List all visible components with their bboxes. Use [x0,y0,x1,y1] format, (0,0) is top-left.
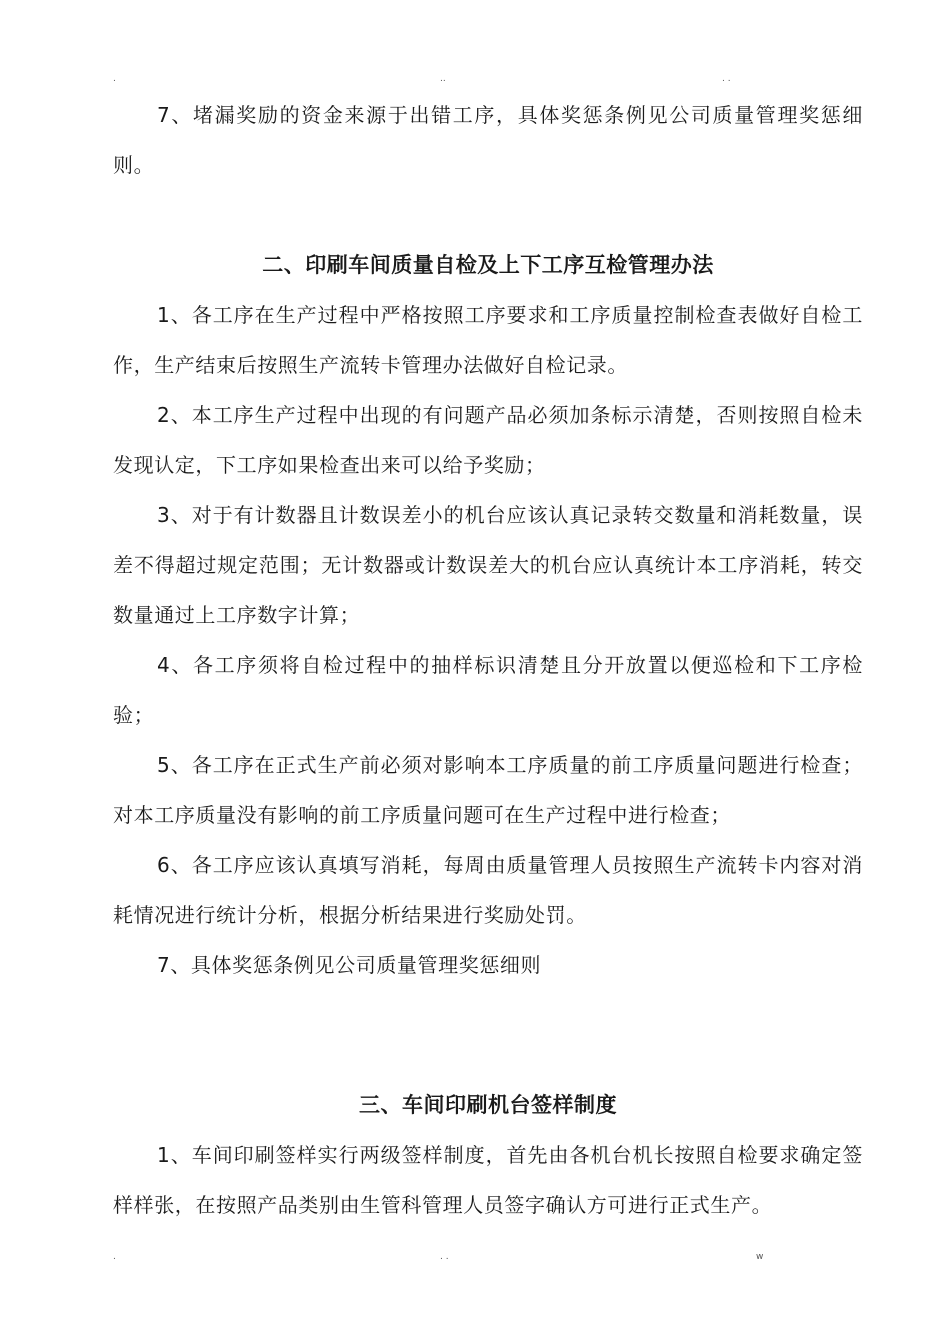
footer-mark-center: . . [440,1252,449,1262]
section-2-title: 二、印刷车间质量自检及上下工序互检管理办法 [262,253,714,277]
paragraph: 6、各工序应该认真填写消耗，每周由质量管理人员按照生产流转卡内容对消耗情况进行统计分析，根据分析结果进行奖励处罚。 [113,853,863,927]
header-mark-right: . . [722,74,731,84]
paragraph: 7、具体奖惩条例见公司质量管理奖惩细则 [157,953,542,977]
paragraph: 7、堵漏奖励的资金来源于出错工序，具体奖惩条例见公司质量管理奖惩细则。 [113,103,863,177]
paragraph: 5、各工序在正式生产前必须对影响本工序质量的前工序质量问题进行检查；对本工序质量没有影响的前工序质量问题可在生产过程中进行检查； [113,753,863,827]
document-body [113,90,863,1230]
header-mark-left: . [113,74,116,84]
paragraph: 1、车间印刷签样实行两级签样制度，首先由各机台机长按照自检要求确定签样样张，在按照产品类别由生管科管理人员签字确认方可进行正式生产。 [113,1143,863,1217]
header-mark-center: .. [440,74,446,84]
footer-mark-left: . [113,1252,116,1262]
paragraph: 1、各工序在生产过程中严格按照工序要求和工序质量控制检查表做好自检工作，生产结束后按照生产流转卡管理办法做好自检记录。 [113,303,863,377]
footer-marks [0,1252,950,1262]
section-3-title: 三、车间印刷机台签样制度 [359,1093,617,1117]
paragraph: 4、各工序须将自检过程中的抽样标识清楚且分开放置以便巡检和下工序检验； [113,653,863,727]
paragraph: 2、本工序生产过程中出现的有问题产品必须加条标示清楚，否则按照自检未发现认定，下工序如果检查出来可以给予奖励； [113,403,863,477]
section-gap [113,990,863,1080]
header-marks [0,74,950,84]
section-gap [113,190,863,240]
footer-mark-right: w [756,1252,764,1262]
paragraph: 3、对于有计数器且计数误差小的机台应该认真记录转交数量和消耗数量，误差不得超过规定范围；无计数器或计数误差大的机台应认真统计本工序消耗，转交数量通过上工序数字计算； [113,503,863,627]
